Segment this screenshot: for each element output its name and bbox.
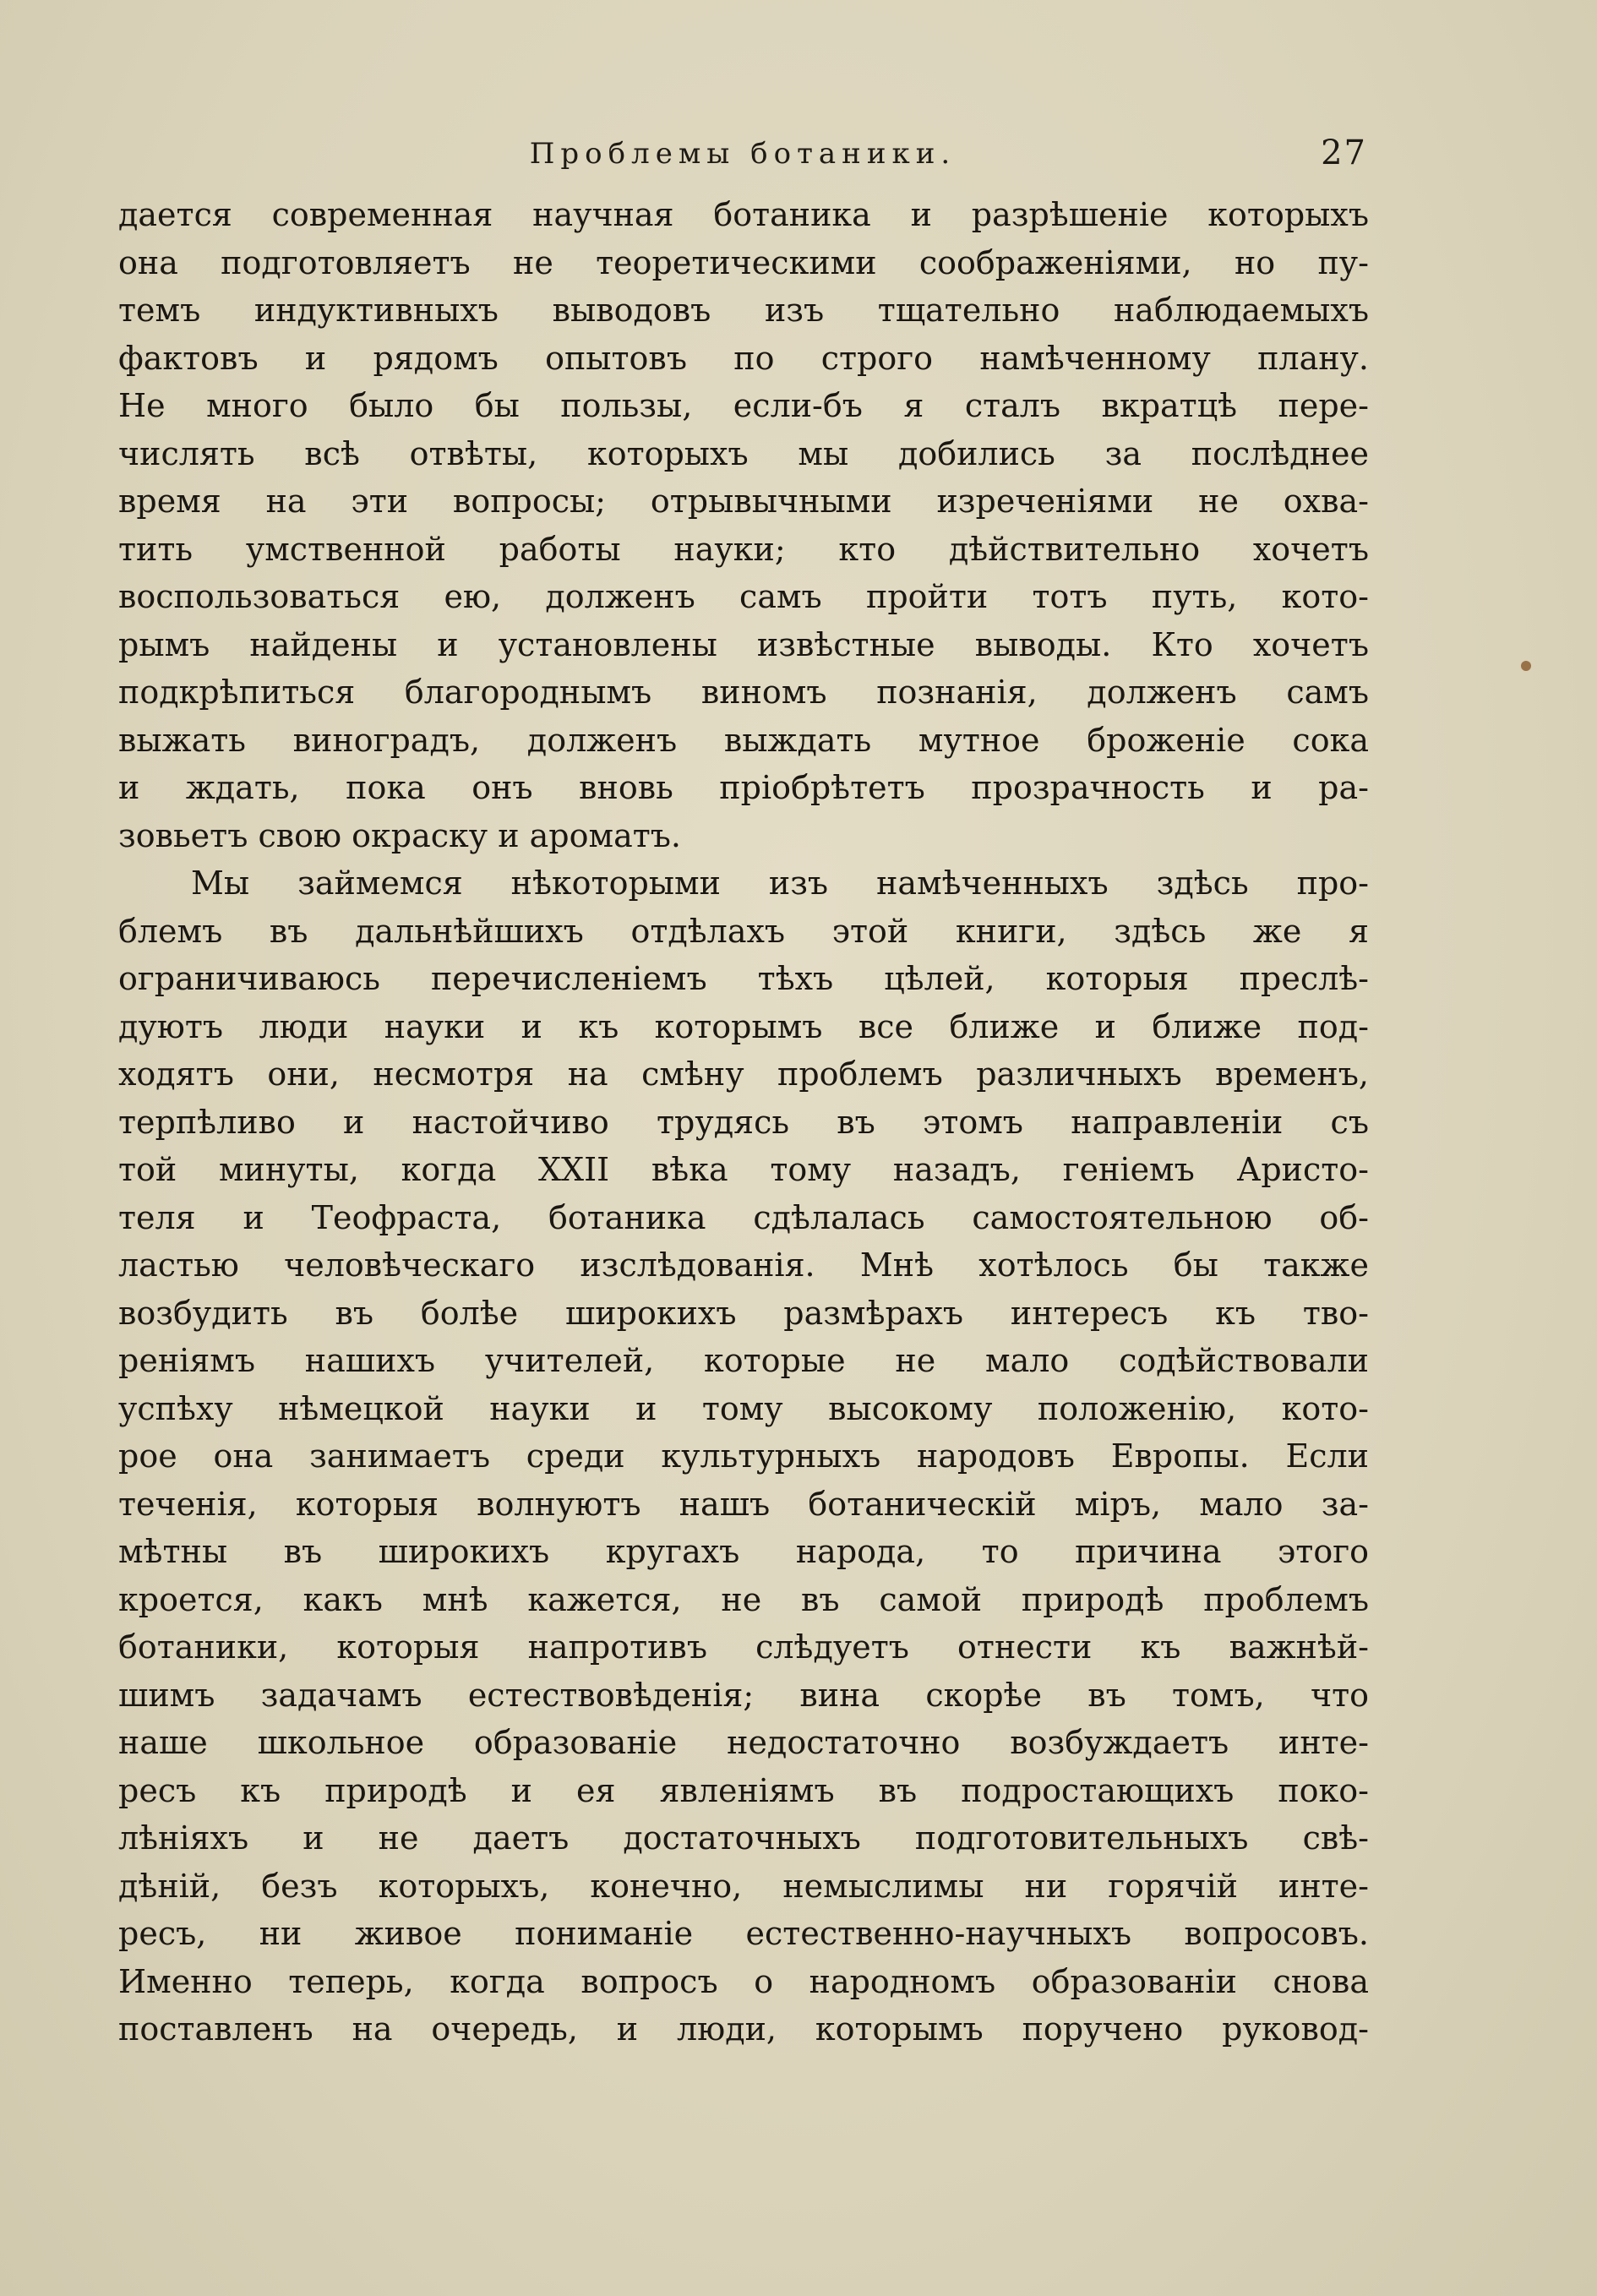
text-line: лѣніяхъ и не даетъ достаточныхъ подготовительныхъ свѣ- [118,1819,1369,1857]
text-line: время на эти вопросы; отрывычными изреченіями не охва- [118,483,1369,520]
text-line: успѣху нѣмецкой науки и тому высокому положенію, кото- [118,1389,1369,1427]
paragraph-2 [118,859,1369,2053]
text-line: ресъ, ни живое пониманіе естественно-научныхъ вопросовъ. [118,1915,1369,1952]
paragraph-1 [118,191,1369,859]
text-line: шимъ задачамъ естествовѣденія; вина скорѣе въ томъ, что [118,1676,1369,1714]
text-line: числять всѣ отвѣты, которыхъ мы добились за послѣднее [118,434,1369,472]
text-line: подкрѣпиться благороднымъ виномъ познанія, долженъ самъ [118,674,1369,711]
text-line: теченія, которыя волнуютъ нашъ ботаническій міръ, мало за- [118,1485,1369,1523]
text-line: возбудить въ болѣе широкихъ размѣрахъ интересъ къ тво- [118,1294,1369,1332]
text-line: поставленъ на очередь, и люди, которымъ поручено руковод- [118,2010,1369,2048]
text-line: Именно теперь, когда вопросъ о народномъ образованіи снова [118,1962,1369,2000]
text-line: кроется, какъ мнѣ кажется, не въ самой природѣ проблемъ [118,1580,1369,1618]
text-line: она подготовляетъ не теоретическими соображеніями, но пу- [118,243,1369,281]
text-line: выжать виноградъ, долженъ выждать мутное броженіе сока [118,721,1369,759]
text-line: мѣтны въ широкихъ кругахъ народа, то причина этого [118,1533,1369,1570]
text-line: темъ индуктивныхъ выводовъ изъ тщательно наблюдаемыхъ [118,292,1369,329]
text-line: и ждать, пока онъ вновь пріобрѣтетъ прозрачность и ра- [118,769,1369,806]
text-line: реніямъ нашихъ учителей, которые не мало содѣйствовали [118,1342,1369,1379]
text-line: воспользоваться ею, долженъ самъ пройти тотъ путь, кото- [118,578,1369,615]
running-title: Проблемы ботаники. [529,137,957,171]
body-text [118,191,1369,2053]
text-line: дуютъ люди науки и къ которымъ все ближе и ближе под- [118,1007,1369,1045]
paper-speck [1521,661,1531,671]
text-line: теля и Теофраста, ботаника сдѣлалась самостоятельною об- [118,1198,1369,1236]
text-line: фактовъ и рядомъ опытовъ по строго намѣченному плану. [118,339,1369,377]
text-line: Не много было бы пользы, если-бъ я сталъ вкратцѣ пере- [118,387,1369,424]
text-line: ходятъ они, несмотря на смѣну проблемъ различныхъ временъ, [118,1055,1369,1093]
text-line: блемъ въ дальнѣйшихъ отдѣлахъ этой книги, здѣсь же я [118,912,1369,950]
text-line: ресъ къ природѣ и ея явленіямъ въ подростающихъ поко- [118,1771,1369,1809]
text-line: дается современная научная ботаника и разрѣшеніе которыхъ [118,196,1369,233]
text-line: ограничиваюсь перечисленіемъ тѣхъ цѣлей, которыя преслѣ- [118,960,1369,997]
text-line: наше школьное образованіе недостаточно возбуждаетъ инте- [118,1724,1369,1761]
text-line: ботаники, которыя напротивъ слѣдуетъ отнести къ важнѣй- [118,1628,1369,1666]
text-line: тить умственной работы науки; кто дѣйствительно хочетъ [118,530,1369,568]
text-line: рое она занимаетъ среди культурныхъ народовъ Европы. Если [118,1437,1369,1475]
text-line: терпѣливо и настойчиво трудясь въ этомъ направленіи съ [118,1103,1369,1141]
page-number: 27 [1321,134,1367,172]
text-line: зовьетъ свою окраску и ароматъ. [118,816,682,854]
text-line: той минуты, когда XXII вѣка тому назадъ, геніемъ Аристо- [118,1151,1369,1188]
text-line: ластью человѣческаго изслѣдованія. Мнѣ хотѣлось бы также [118,1246,1369,1284]
text-line: дѣній, безъ которыхъ, конечно, немыслимы ни горячій инте- [118,1867,1369,1905]
text-line: рымъ найдены и установлены извѣстные выводы. Кто хочетъ [118,625,1369,663]
running-head [118,134,1367,176]
text-line: Мы займемся нѣкоторыми изъ намѣченныхъ здѣсь про- [191,864,1369,902]
